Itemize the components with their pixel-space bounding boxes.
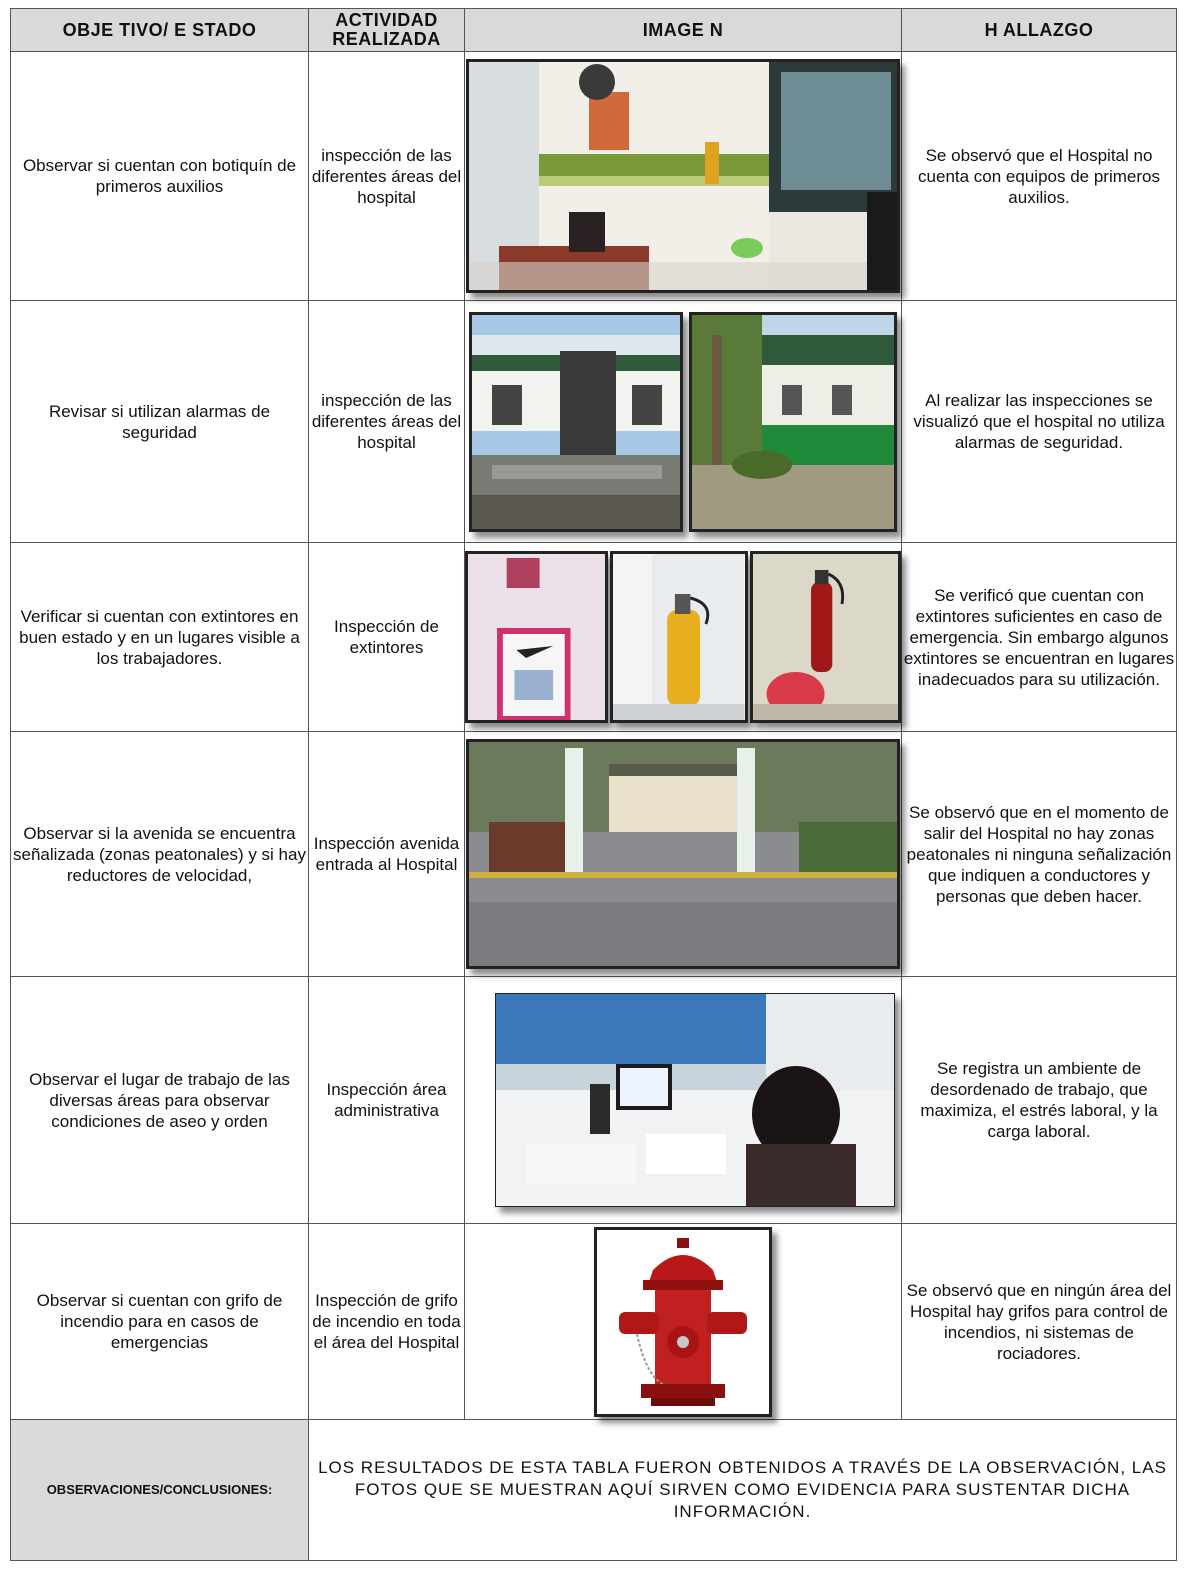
row-imagen: [465, 732, 902, 977]
row-objetivo: Observar si cuentan con botiquín de primeros auxilios: [11, 52, 309, 301]
observations-label: OBSERVACIONES/CONCLUSIONES:: [11, 1420, 309, 1561]
row-objetivo: Revisar si utilizan alarmas de seguridad: [11, 301, 309, 543]
header-actividad: ACTIVIDAD REALIZADA: [309, 9, 465, 52]
row-actividad: Inspección de grifo de incendio en toda el área del Hospital: [309, 1224, 465, 1420]
avenue-entrance-photo: [466, 739, 900, 969]
table-row: [11, 52, 1177, 301]
row-imagen: [465, 543, 902, 732]
row-actividad: inspección de las diferentes áreas del hospital: [309, 52, 465, 301]
header-imagen: IMAGE N: [465, 9, 902, 52]
inspection-table: [10, 8, 1177, 1561]
row-hallazgo: Al realizar las inspecciones se visualizó que el hospital no utiliza alarmas de seguridad.: [902, 301, 1177, 543]
row-hallazgo: Se registra un ambiente de desordenado de trabajo, que maximiza, el estrés laboral, y la carga laboral.: [902, 977, 1177, 1224]
row-hallazgo: Se observó que en el momento de salir del Hospital no hay zonas peatonales ni ninguna señalización que indiquen a conductores y personas que deben hacer.: [902, 732, 1177, 977]
row-hallazgo: Se observó que el Hospital no cuenta con equipos de primeros auxilios.: [902, 52, 1177, 301]
row-objetivo: Observar el lugar de trabajo de las diversas áreas para observar condiciones de aseo y orden: [11, 977, 309, 1224]
table-row: [11, 543, 1177, 732]
fire-hydrant-photo: [594, 1227, 772, 1417]
wall-poster-photo: [465, 551, 608, 723]
row-objetivo: Observar si la avenida se encuentra señalizada (zonas peatonales) y si hay reductores de velocidad,: [11, 732, 309, 977]
row-actividad: Inspección avenida entrada al Hospital: [309, 732, 465, 977]
row-imagen: [465, 977, 902, 1224]
yellow-extinguisher-photo: [610, 551, 748, 723]
row-objetivo: Observar si cuentan con grifo de incendio para en casos de emergencias: [11, 1224, 309, 1420]
building-side-photo: [689, 312, 897, 532]
row-imagen: [465, 301, 902, 543]
building-entrance-photo: [469, 312, 683, 532]
office-desk-photo: [495, 993, 895, 1207]
header-objetivo: OBJE TIVO/ E STADO: [11, 9, 309, 52]
table-row: [11, 732, 1177, 977]
observations-text: LOS RESULTADOS DE ESTA TABLA FUERON OBTENIDOS A TRAVÉS DE LA OBSERVACIÓN, LAS FOTOS QUE SE MUESTRAN AQUÍ SIRVEN COMO EVIDENCIA PARA SUSTENTAR DICHA INFORMACIÓN.: [309, 1420, 1177, 1561]
header-row: [11, 9, 1177, 52]
row-actividad: Inspección de extintores: [309, 543, 465, 732]
row-imagen: [465, 1224, 902, 1420]
table-row: [11, 301, 1177, 543]
red-extinguisher-photo: [750, 551, 901, 723]
row-actividad: inspección de las diferentes áreas del hospital: [309, 301, 465, 543]
row-imagen: [465, 52, 902, 301]
observations-row: [11, 1420, 1177, 1561]
table-row: [11, 977, 1177, 1224]
hospital-room-photo: [466, 59, 900, 293]
row-objetivo: Verificar si cuentan con extintores en buen estado y en un lugares visible a los trabajadores.: [11, 543, 309, 732]
row-hallazgo: Se verificó que cuentan con extintores suficientes en caso de emergencia. Sin embargo algunos extintores se encuentran en lugares inadecuados para su utilización.: [902, 543, 1177, 732]
table-row: [11, 1224, 1177, 1420]
row-actividad: Inspección área administrativa: [309, 977, 465, 1224]
header-hallazgo: H ALLAZGO: [902, 9, 1177, 52]
row-hallazgo: Se observó que en ningún área del Hospital hay grifos para control de incendios, ni sistemas de rociadores.: [902, 1224, 1177, 1420]
